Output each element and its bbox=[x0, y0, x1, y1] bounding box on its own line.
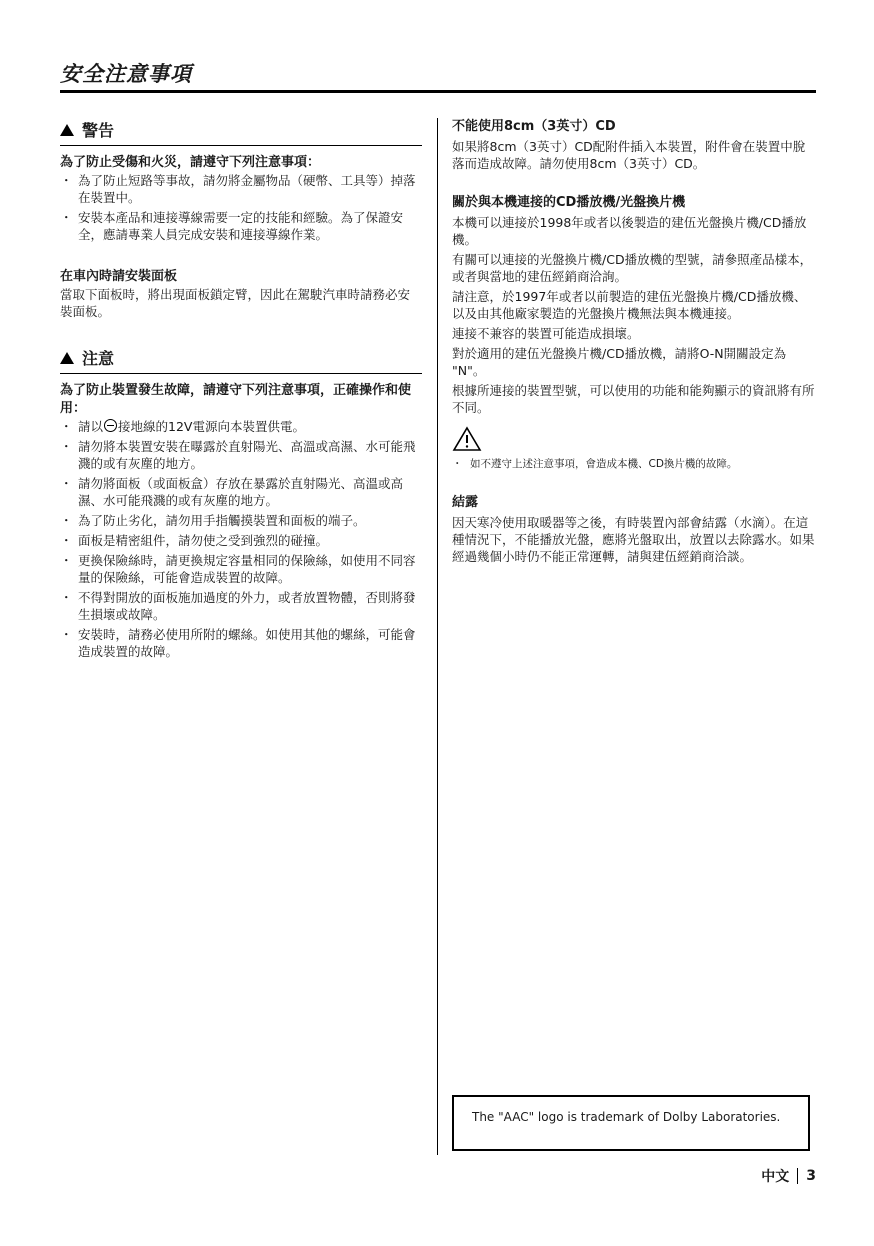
trademark-notice: The "AAC" logo is trademark of Dolby Laboratories. bbox=[452, 1095, 810, 1151]
caution-outline-icon bbox=[452, 426, 816, 456]
condensation-heading: 結露 bbox=[452, 495, 479, 510]
page-footer bbox=[761, 1166, 816, 1186]
condensation-body: 因天寒冷使用取暖器等之後，有時裝置內部會結露（水滴）。在這種情況下，不能播放光盤，應將光盤取出，放置以去除露水。如果經過幾個小時仍不能正常運轉，請與建伍經銷商洽談。 bbox=[452, 515, 815, 564]
warning-subheading: 為了防止受傷和火災，請遵守下列注意事項： bbox=[60, 155, 321, 170]
changer-paragraph: 對於適用的建伍光盤換片機/CD播放機，請將O-N開關設定為 "N"。 bbox=[452, 346, 787, 378]
warning-icon bbox=[60, 124, 74, 136]
warning-list bbox=[60, 172, 422, 243]
panel-heading: 在車內時請安裝面板 bbox=[60, 269, 178, 284]
caution-icon bbox=[60, 352, 74, 364]
warning-item: ・ 安裝本產品和連接導線需要一定的技能和經驗。為了保證安全，應請專業人員完成安裝和連接導線作業。 bbox=[60, 209, 422, 243]
footer-separator bbox=[797, 1168, 798, 1184]
changer-paragraph: 連接不兼容的裝置可能造成損壞。 bbox=[452, 326, 640, 341]
caution-item: ・ 請勿將面板（或面板盒）存放在暴露於直射陽光、高溫或高濕、水可能飛濺的或有灰塵的地方。 bbox=[60, 475, 422, 509]
right-column bbox=[452, 118, 816, 565]
cd8-body: 如果將8cm（3英寸）CD配附件插入本裝置，附件會在裝置中脫落而造成故障。請勿使用8cm（3英寸）CD。 bbox=[452, 139, 806, 171]
caution-item: ・ 不得對開放的面板施加過度的外力，或者放置物體，否則將發生損壞或故障。 bbox=[60, 589, 422, 623]
caution-item: ・ 請勿將本裝置安裝在曝露於直射陽光、高溫或高濕、水可能飛濺的或有灰塵的地方。 bbox=[60, 438, 422, 472]
changer-note: ・ 如不遵守上述注意事項，會造成本機、CD換片機的故障。 bbox=[452, 456, 816, 472]
caution-item: ・ 面板是精密組件，請勿使之受到強烈的碰撞。 bbox=[60, 532, 422, 549]
changer-paragraph: 有關可以連接的光盤換片機/CD播放機的型號，請參照產品樣本，或者與當地的建伍經銷商洽詢。 bbox=[452, 252, 813, 284]
caution-subheading: 為了防止裝置發生故障，請遵守下列注意事項，正確操作和使用： bbox=[60, 383, 412, 416]
title-rule bbox=[60, 90, 816, 93]
warning-heading bbox=[60, 118, 422, 146]
footer-language: 中文 bbox=[761, 1169, 790, 1185]
caution-heading bbox=[60, 346, 422, 374]
caution-item: ・ 為了防止劣化，請勿用手指觸摸裝置和面板的端子。 bbox=[60, 512, 422, 529]
caution-list bbox=[60, 418, 422, 660]
cd8-heading: 不能使用8cm（3英寸）CD bbox=[452, 119, 616, 134]
caution-item-ground: ・ 請以 接地線的12V電源向本裝置供電。 bbox=[60, 418, 422, 435]
caution-item: ・ 安裝時，請務必使用所附的螺絲。如使用其他的螺絲，可能會造成裝置的故障。 bbox=[60, 626, 422, 660]
warning-item: ・ 為了防止短路等事故，請勿將金屬物品（硬幣、工具等）掉落在裝置中。 bbox=[60, 172, 422, 206]
changer-heading: 關於與本機連接的CD播放機/光盤換片機 bbox=[452, 195, 686, 210]
left-column bbox=[60, 118, 422, 663]
changer-paragraph: 本機可以連接於1998年或者以後製造的建伍光盤換片機/CD播放機。 bbox=[452, 215, 807, 247]
page-number: 3 bbox=[806, 1168, 816, 1184]
warning-heading-text: 警告 bbox=[82, 121, 115, 140]
panel-body: 當取下面板時，將出現面板鎖定臂，因此在駕駛汽車時請務必安裝面板。 bbox=[60, 287, 411, 319]
negative-ground-icon bbox=[104, 419, 117, 432]
column-divider bbox=[437, 118, 438, 1155]
caution-item: ・ 更換保險絲時，請更換規定容量相同的保險絲，如使用不同容量的保險絲，可能會造成裝置的故障。 bbox=[60, 552, 422, 586]
changer-paragraph: 請注意，於1997年或者以前製造的建伍光盤換片機/CD播放機、以及由其他廠家製造的光盤換片機無法與本機連接。 bbox=[452, 289, 807, 321]
page-title: 安全注意事項 bbox=[60, 62, 192, 86]
changer-paragraph: 根據所連接的裝置型號，可以使用的功能和能夠顯示的資訊將有所不同。 bbox=[452, 383, 815, 415]
caution-heading-text: 注意 bbox=[82, 349, 115, 368]
